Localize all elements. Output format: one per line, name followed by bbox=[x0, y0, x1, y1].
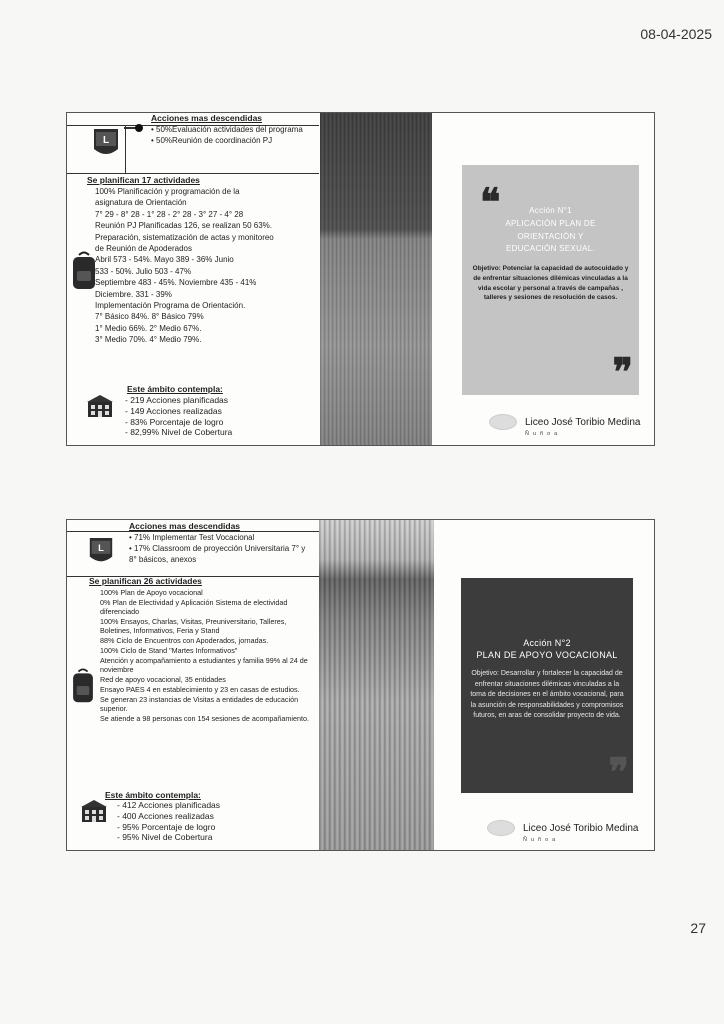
slide1-action-title: ORIENTACIÓN Y bbox=[517, 231, 584, 241]
slide1-detail-line: Preparación, sistematización de actas y monitoreo bbox=[95, 232, 274, 242]
slide2-detail-line: Atención y acompañamiento a estudiantes y familia 99% al 24 de noviembre bbox=[100, 656, 308, 674]
backpack-icon bbox=[71, 251, 97, 291]
slide1-planifican-title: Se planifican 17 actividades bbox=[87, 175, 200, 185]
slide1-detail-line: 1° Medio 66%. 2° Medio 67%. bbox=[95, 323, 202, 333]
slide2-ambito-item: - 412 Acciones planificadas bbox=[117, 800, 221, 810]
slide1-action-title: Acción N°1 bbox=[529, 206, 572, 215]
slide2-summary bbox=[67, 520, 319, 850]
slide1-detail-line: 7° Básico 84%. 8° Básico 79% bbox=[95, 312, 204, 322]
slide2-ambito-title: Este ámbito contempla: bbox=[105, 790, 201, 800]
slide1-detail-line: asignatura de Orientación bbox=[95, 198, 187, 208]
slide1-accion-item: • 50%Reunión de coordinación PJ bbox=[151, 136, 316, 146]
slide2-accion-item: • 17% Classroom de proyección Universitaria 7° y 8° básicos, anexos bbox=[129, 544, 309, 565]
slide1-summary bbox=[67, 113, 319, 445]
slide2-accion-item: • 71% Implementar Test Vocacional bbox=[129, 533, 309, 543]
building-icon bbox=[81, 800, 107, 822]
slide1-detail-line: 533 - 50%. Julio 503 - 47% bbox=[95, 266, 192, 276]
slide1-ambito-item: - 82,99% Nivel de Cobertura bbox=[125, 427, 233, 438]
school-seal-icon bbox=[489, 414, 517, 430]
school-crest-icon bbox=[91, 127, 121, 161]
svg-text:L: L bbox=[98, 543, 104, 554]
quote-icon: ❞ bbox=[608, 749, 629, 794]
slide2-action-box bbox=[461, 578, 633, 793]
slide2-ambito-item: - 95% Porcentaje de logro bbox=[117, 821, 216, 832]
page-date: 08-04-2025 bbox=[640, 26, 712, 42]
slide2-detail-line: 100% Ciclo de Stand "Martes Informativos" bbox=[100, 646, 238, 655]
slide2-detail-line: 100% Ensayos, Charlas, Visitas, Preuniversitario, Talleres, Boletines, Informativos, Feria y Stand bbox=[100, 617, 287, 635]
slide1-action-box bbox=[462, 165, 639, 395]
school-subtitle: Ñuñoa bbox=[523, 837, 560, 843]
slide2-planifican-title: Se planifican 26 actividades bbox=[89, 576, 202, 586]
svg-text:L: L bbox=[102, 135, 110, 146]
slide-accion-2 bbox=[66, 519, 655, 851]
slide1-objective: Objetivo: Potenciar la capacidad de autocuidado y de enfrentar situaciones dilémicas vinculadas a la vida escolar y personal a través de campañas , talleres y sesiones de resolución de casos. bbox=[472, 265, 629, 302]
slide2-photo-texture bbox=[319, 520, 434, 850]
slide1-action-title: APLICACIÓN PLAN DE bbox=[505, 218, 596, 228]
school-logo bbox=[487, 820, 638, 836]
slide2-acciones-title: Acciones mas descendidas bbox=[129, 521, 241, 531]
slide2-ambito-item: - 400 Acciones realizadas bbox=[117, 810, 214, 821]
slide2-detail-line: Se generan 23 instancias de Visitas a entidades de educación superior. bbox=[100, 695, 299, 713]
quote-icon: ❝ bbox=[480, 179, 501, 224]
school-crest-icon bbox=[87, 536, 115, 568]
slide1-ambito-item: - 149 Acciones realizadas bbox=[125, 405, 222, 416]
slide2-detail-line: Se atiende a 98 personas con 154 sesiones de acompañamiento. bbox=[100, 714, 309, 723]
slide1-detail-line: Diciembre. 331 - 39% bbox=[95, 289, 172, 299]
slide2-action-title: PLAN DE APOYO VOCACIONAL bbox=[476, 649, 618, 660]
quote-icon: ❞ bbox=[612, 349, 633, 394]
slide2-detail-line: 100% Plan de Apoyo vocacional bbox=[100, 588, 203, 597]
slide1-ambito-title: Este ámbito contempla: bbox=[127, 384, 223, 394]
slide1-detail-line: Reunión PJ Planificadas 126, se realizan 50 63%. bbox=[95, 221, 272, 231]
slide1-detail-line: 100% Planificación y programación de la bbox=[95, 187, 240, 196]
slide-accion-1 bbox=[66, 112, 655, 446]
slide1-detail-line: 3° Medio 70%. 4° Medio 79%. bbox=[95, 335, 202, 345]
slide1-action-title: EDUCACIÓN SEXUAL. bbox=[505, 244, 596, 254]
school-logo bbox=[489, 414, 640, 430]
slide1-ambito-item: - 83% Porcentaje de logro bbox=[125, 416, 224, 427]
slide1-detail-line: Abril 573 - 54%. Mayo 389 - 36% Junio bbox=[95, 255, 234, 265]
slide1-detail-line: de Reunión de Apoderados bbox=[95, 243, 192, 253]
slide2-detail-line: Ensayo PAES 4 en establecimiento y 23 en casas de estudios. bbox=[100, 685, 300, 694]
slide2-detail-line: 88% Ciclo de Encuentros con Apoderados, jornadas. bbox=[100, 636, 269, 645]
slide1-detail-line: Implementación Programa de Orientación. bbox=[95, 300, 246, 310]
slide2-detail-line: 0% Plan de Electividad y Aplicación Sistema de electividad diferenciado bbox=[100, 598, 288, 616]
building-icon bbox=[87, 395, 113, 417]
school-seal-icon bbox=[487, 820, 515, 836]
slide2-detail-line: Red de apoyo vocacional, 35 entidades bbox=[100, 675, 226, 684]
slide2-objective: Objetivo: Desarrollar y fortalecer la capacidad de enfrentar situaciones dilémicas vinculadas a la toma de decisiones en el ámbito vocacional, para la asunción de responsabilidades y compromisos futuros, en aras de consolidar proyecto de vida. bbox=[470, 670, 624, 720]
slide2-action-title: Acción N°2 bbox=[523, 638, 571, 648]
slide1-detail-line: Septiembre 483 - 45%. Noviembre 435 - 41% bbox=[95, 278, 257, 288]
backpack-icon bbox=[71, 668, 95, 704]
slide1-ambito-item: - 219 Acciones planificadas bbox=[125, 395, 229, 405]
page-number: 27 bbox=[690, 920, 706, 936]
slide1-detail-line: 7° 29 - 8° 28 - 1° 28 - 2° 28 - 3° 27 - 4° 28 bbox=[95, 209, 244, 219]
slide1-photo-texture bbox=[320, 113, 432, 445]
slide1-accion-item: • 50%Evaluación actividades del programa bbox=[151, 125, 316, 135]
school-name: Liceo José Toribio Medina bbox=[525, 416, 641, 428]
slide2-ambito-item: - 95% Nivel de Cobertura bbox=[117, 832, 213, 843]
slide1-acciones-title: Acciones mas descendidas bbox=[151, 113, 263, 123]
school-subtitle: Ñuñoa bbox=[525, 431, 562, 437]
school-name: Liceo José Toribio Medina bbox=[523, 822, 639, 834]
